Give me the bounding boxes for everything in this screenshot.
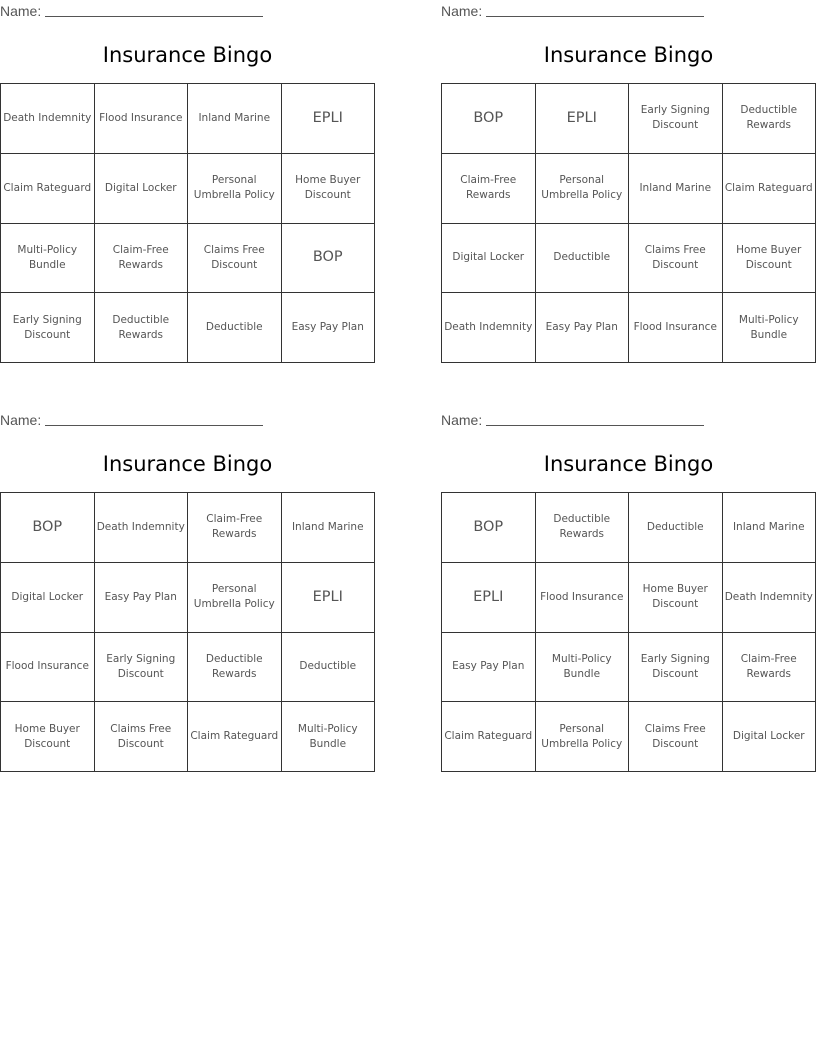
bingo-cell: Deductible [629,493,723,563]
bingo-cell: Death Indemnity [1,84,95,154]
name-field [441,411,704,429]
card-title: Insurance Bingo [102,452,273,476]
bingo-cell: Early Signing Discount [629,633,723,703]
bingo-cell: Claims Free Discount [629,702,723,772]
bingo-cell: Flood Insurance [1,633,95,703]
bingo-cell: EPLI [282,84,376,154]
bingo-cell: BOP [1,493,95,563]
bingo-cell: Digital Locker [1,563,95,633]
bingo-cell: Deductible Rewards [188,633,282,703]
bingo-cell: Home Buyer Discount [1,702,95,772]
card-title: Insurance Bingo [543,43,714,67]
bingo-cell: Easy Pay Plan [95,563,189,633]
name-field [0,411,263,429]
name-label: Name: [0,412,42,428]
bingo-cell: EPLI [536,84,630,154]
bingo-grid [0,83,375,363]
bingo-grid [441,492,816,772]
bingo-cell: Deductible [188,293,282,363]
bingo-cell: Deductible Rewards [95,293,189,363]
bingo-cell: Home Buyer Discount [629,563,723,633]
bingo-cell: BOP [442,493,536,563]
bingo-cell: Personal Umbrella Policy [188,563,282,633]
bingo-cell: Deductible [282,633,376,703]
name-field [441,2,704,20]
bingo-cell: EPLI [442,563,536,633]
bingo-cell: Early Signing Discount [95,633,189,703]
bingo-cell: Multi-Policy Bundle [723,293,816,363]
bingo-cell: Flood Insurance [629,293,723,363]
bingo-grid [0,492,375,772]
bingo-grid [441,83,816,363]
bingo-cell: Claim-Free Rewards [442,154,536,224]
bingo-cell: Easy Pay Plan [536,293,630,363]
bingo-cell: Inland Marine [188,84,282,154]
bingo-cell: Deductible Rewards [723,84,816,154]
bingo-cell: BOP [282,224,376,294]
bingo-cell: Multi-Policy Bundle [1,224,95,294]
name-label: Name: [441,3,483,19]
bingo-cell: Digital Locker [95,154,189,224]
bingo-cell: Flood Insurance [536,563,630,633]
bingo-cell: Easy Pay Plan [282,293,376,363]
bingo-cell: Inland Marine [723,493,816,563]
card-title: Insurance Bingo [543,452,714,476]
bingo-cell: Death Indemnity [442,293,536,363]
name-label: Name: [0,3,42,19]
name-blank-line [45,2,263,17]
bingo-cell: Easy Pay Plan [442,633,536,703]
bingo-cell: Claim-Free Rewards [723,633,816,703]
bingo-cell: Personal Umbrella Policy [536,154,630,224]
bingo-cell: Claim Rateguard [1,154,95,224]
bingo-cell: Flood Insurance [95,84,189,154]
bingo-cell: Inland Marine [282,493,376,563]
bingo-cell: Deductible [536,224,630,294]
name-blank-line [45,411,263,426]
bingo-card-3 [0,409,375,773]
bingo-cell: Claims Free Discount [95,702,189,772]
bingo-cell: Claims Free Discount [188,224,282,294]
name-label: Name: [441,412,483,428]
bingo-cell: Death Indemnity [723,563,816,633]
bingo-cell: Home Buyer Discount [282,154,376,224]
bingo-cell: Early Signing Discount [1,293,95,363]
name-blank-line [486,411,704,426]
bingo-cell: Multi-Policy Bundle [282,702,376,772]
bingo-cell: Claim-Free Rewards [188,493,282,563]
name-field [0,2,263,20]
bingo-card-4 [441,409,816,773]
bingo-cell: Claim-Free Rewards [95,224,189,294]
bingo-cell: Personal Umbrella Policy [188,154,282,224]
bingo-cell: Deductible Rewards [536,493,630,563]
bingo-cell: Claim Rateguard [188,702,282,772]
bingo-cell: EPLI [282,563,376,633]
bingo-card-2 [441,0,816,364]
bingo-cell: Digital Locker [442,224,536,294]
bingo-cell: Early Signing Discount [629,84,723,154]
bingo-cell: BOP [442,84,536,154]
bingo-cell: Digital Locker [723,702,816,772]
card-title: Insurance Bingo [102,43,273,67]
name-blank-line [486,2,704,17]
bingo-card-1 [0,0,375,364]
bingo-cell: Inland Marine [629,154,723,224]
bingo-cell: Death Indemnity [95,493,189,563]
bingo-cell: Home Buyer Discount [723,224,816,294]
bingo-cell: Multi-Policy Bundle [536,633,630,703]
bingo-cell: Claims Free Discount [629,224,723,294]
bingo-cell: Personal Umbrella Policy [536,702,630,772]
bingo-cell: Claim Rateguard [723,154,816,224]
bingo-cell: Claim Rateguard [442,702,536,772]
